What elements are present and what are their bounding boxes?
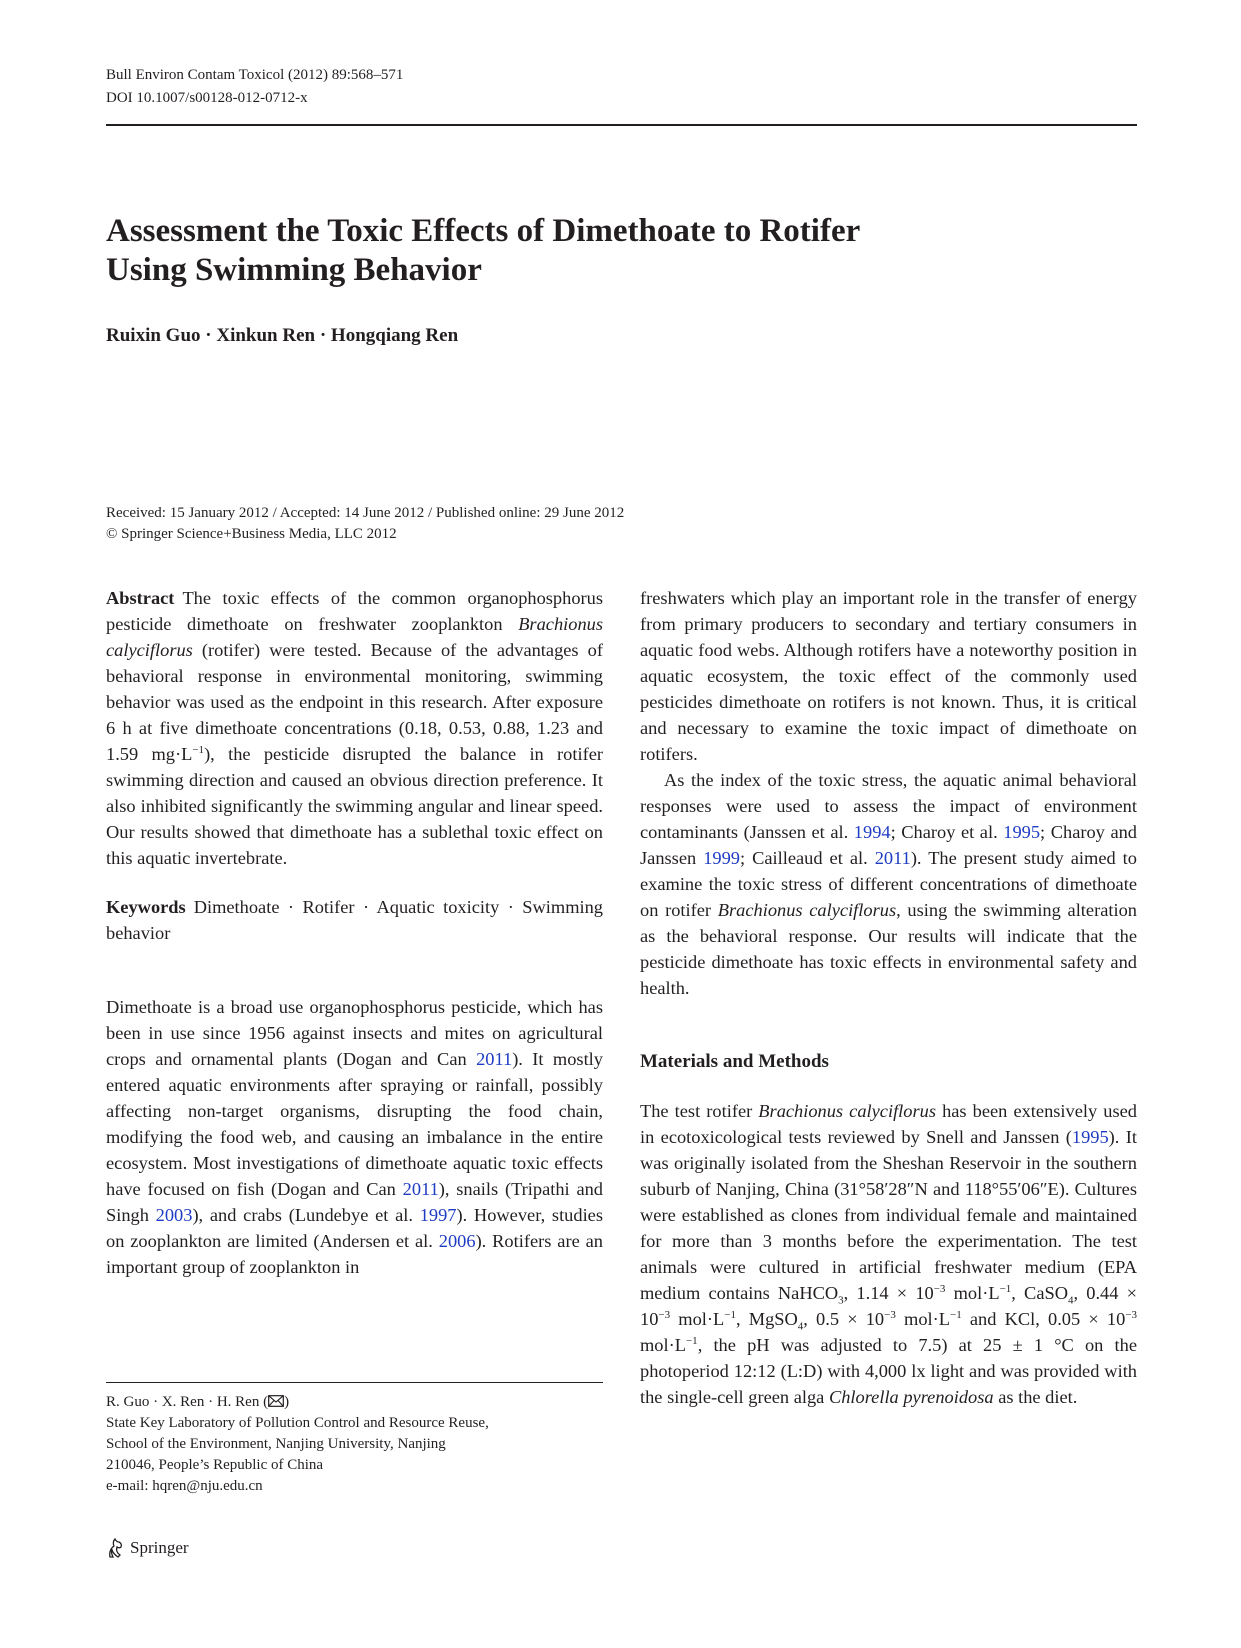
keywords-label: Keywords bbox=[106, 897, 186, 917]
affiliation-line: 210046, People’s Republic of China bbox=[106, 1457, 324, 1473]
left-column bbox=[106, 585, 603, 1280]
ref-link[interactable]: 2003 bbox=[155, 1205, 193, 1225]
methods-paragraph: The test rotifer Brachionus calyciflorus has been extensively used in ecotoxicological tests reviewed by Snell and Janssen (1995). It was originally isolated from the Sheshan Reservoir in the southern suburb of Nanjing, China (31°58′28″N and 118°55′06″E). Cultures were established as clones from individual female and maintained for more than 3 months before the experimentation. The test animals were cultured in artificial freshwater medium (EPA medium contains NaHCO$_3$, $1.14 \times 10^{-3}$ $mol\cdot L^{-1}$, CaSO$_4$, $0.44 \times 10^{-3}$ $mol\cdot L^{-1}$, MgSO$_4$, $0.5 \times 10^{-3}$ $mol\cdot L^{-1}$ and KCl, $0.05 \times 10^{-3}$ $mol\cdot L^{-1}$, the pH was adjusted to 7.5) at 25 ± 1 °C on the photoperiod 12:12 (L:D) with 4,000 lx light and was provided with the single-cell green alga Chlorella pyrenoidosa as the diet. bbox=[640, 1101, 1137, 1407]
publisher-name: Springer bbox=[130, 1538, 189, 1557]
footnote-rule bbox=[106, 1382, 603, 1383]
ref-link[interactable]: 1994 bbox=[853, 822, 891, 842]
article-dates bbox=[106, 503, 624, 545]
affiliation-line: State Key Laboratory of Pollution Control and Resource Reuse, bbox=[106, 1415, 489, 1431]
ref-link[interactable]: 2011 bbox=[476, 1049, 513, 1069]
journal-citation: Bull Environ Contam Toxicol (2012) 89:568–571 bbox=[106, 67, 404, 83]
envelope-icon[interactable] bbox=[268, 1395, 284, 1407]
intro-paragraph-2: As the index of the toxic stress, the aquatic animal behavioral responses were used to assess the impact of environment contaminants (Janssen et al. 1994; Charoy et al. 1995; Charoy and Janssen 1999; Cailleaud et al. 2011). The present study aimed to examine the toxic stress of different concentrations of dimethoate on rotifer Brachionus calyciflorus, using the swimming alteration as the behavioral response. Our results will indicate that the pesticide dimethoate has toxic effects in environmental safety and health. bbox=[640, 770, 1137, 998]
doi[interactable]: DOI 10.1007/s00128-012-0712-x bbox=[106, 90, 308, 106]
author-names: R. Guo · X. Ren · H. Ren ( ) bbox=[106, 1394, 290, 1410]
header-rule bbox=[106, 124, 1137, 126]
article-title: Assessment the Toxic Effects of Dimethoate to Rotifer Using Swimming Behavior bbox=[106, 213, 861, 288]
ref-link[interactable]: 2011 bbox=[874, 848, 911, 868]
ref-link[interactable]: 1999 bbox=[703, 848, 740, 868]
abstract: Abstract The toxic effects of the common organophosphorus pesticide dimethoate on freshwater zooplankton Brachionus calyciflorus (rotifer) were tested. Because of the advantages of behavioral response in environmental monitoring, swimming behavior was used as the endpoint in this research. After exposure 6 h at five dimethoate concentrations (0.18, 0.53, 0.88, 1.23 and 1.59 $mg\cdot L^{-1}$), the pesticide disrupted the balance in rotifer swimming direction and caused an obvious direction preference. It also inhibited significantly the swimming angular and linear speed. Our results showed that dimethoate has a sublethal toxic effect on this aquatic invertebrate. bbox=[106, 588, 603, 868]
springer-horse-icon bbox=[106, 1537, 126, 1559]
publisher-logo bbox=[106, 1537, 189, 1559]
keywords: Keywords Dimethoate · Rotifer · Aquatic toxicity · Swimming behavior bbox=[106, 897, 603, 943]
intro-paragraph: Dimethoate is a broad use organophosphorus pesticide, which has been in use since 1956 against insects and mites on agricultural crops and ornamental plants (Dogan and Can 2011). It mostly entered aquatic environments after spraying or rainfall, possibly affecting non-target organisms, disrupting the food chain, modifying the food web, and causing an imbalance in the entire ecosystem. Most investigations of dimethoate aquatic toxic effects have focused on fish (Dogan and Can 2011), snails (Tripathi and Singh 2003), and crabs (Lundebye et al. 1997). However, studies on zooplankton are limited (Andersen et al. 2006). Rotifers are an important group of zooplankton in bbox=[106, 997, 603, 1277]
right-column bbox=[640, 585, 1137, 1410]
section-heading-methods: Materials and Methods bbox=[640, 1051, 829, 1072]
intro-continued: freshwaters which play an important role in the transfer of energy from primary producers to secondary and tertiary consumers in aquatic food webs. Although rotifers have a noteworthy position in aquatic ecosystem, the toxic effect of the commonly used pesticides dimethoate on rotifers is not known. Thus, it is critical and necessary to examine the toxic impact of dimethoate on rotifers. bbox=[640, 588, 1137, 764]
ref-link[interactable]: 2011 bbox=[402, 1179, 439, 1199]
ref-link[interactable]: 1995 bbox=[1003, 822, 1041, 842]
history-dates: Received: 15 January 2012 / Accepted: 14 June 2012 / Published online: 29 June 2012 bbox=[106, 505, 625, 521]
journal-header bbox=[106, 64, 403, 110]
email[interactable]: e-mail: hqren@nju.edu.cn bbox=[106, 1478, 263, 1494]
ref-link[interactable]: 1997 bbox=[419, 1205, 457, 1225]
authors: Ruixin Guo · Xinkun Ren · Hongqiang Ren bbox=[106, 325, 459, 346]
abstract-label: Abstract bbox=[106, 588, 175, 608]
affiliation bbox=[106, 1392, 603, 1497]
ref-link[interactable]: 1995 bbox=[1071, 1127, 1109, 1147]
copyright: © Springer Science+Business Media, LLC 2012 bbox=[106, 526, 397, 542]
ref-link[interactable]: 2006 bbox=[438, 1231, 476, 1251]
affiliation-line: School of the Environment, Nanjing University, Nanjing bbox=[106, 1436, 446, 1452]
